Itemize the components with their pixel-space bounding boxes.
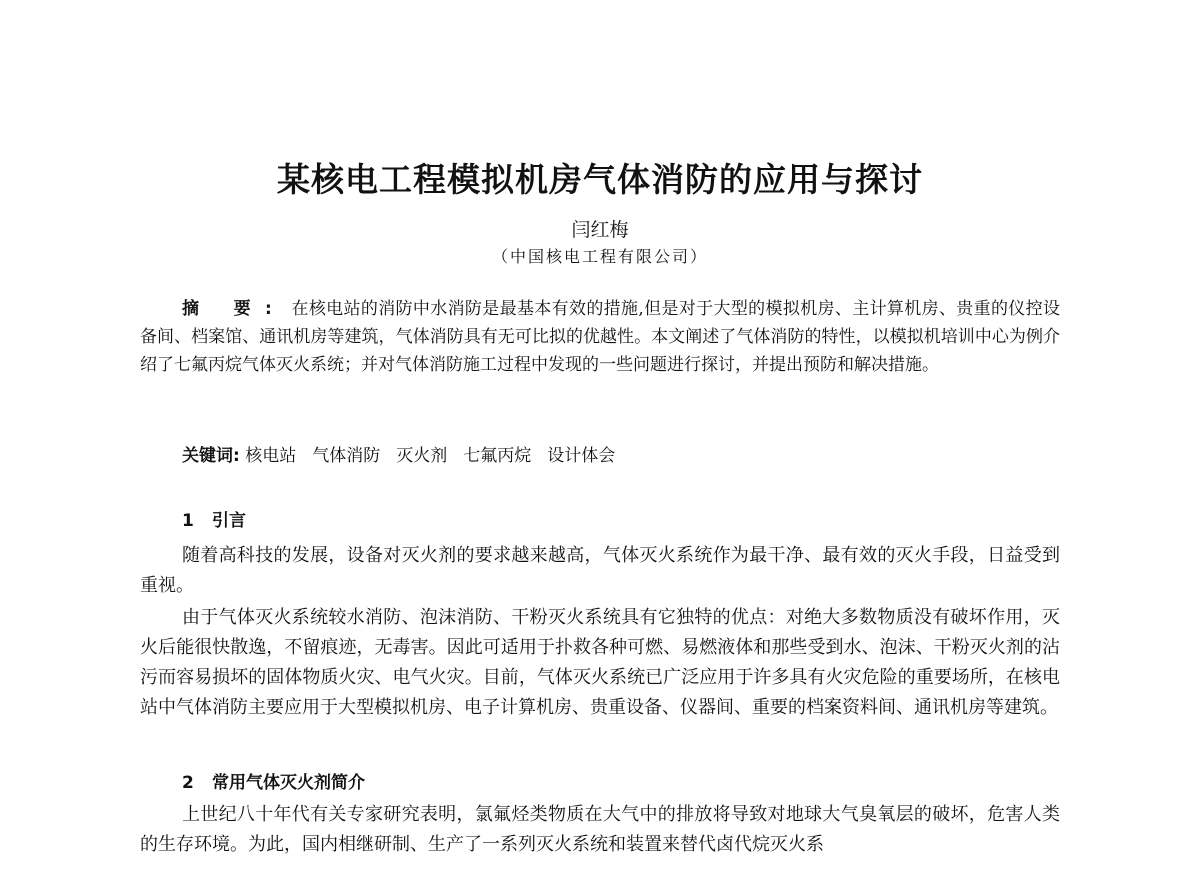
- keyword: 灭火剂: [396, 446, 448, 466]
- section-heading-agents: [182, 769, 365, 797]
- abstract-text: 在核电站的消防中水消防是最基本有效的措施,但是对于大型的模拟机房、主计算机房、贵重的仪控设备间、档案馆、通讯机房等建筑，气体消防具有无可比拟的优越性。本文阐述了气体消防的特性，以模拟机培训中心为例介绍了七氟丙烷气体灭火系统；并对气体消防施工过程中发现的一些问题进行探讨，并提出预防和解决措施。: [140, 299, 1060, 375]
- section-number: 1: [182, 511, 194, 531]
- body-paragraph: 上世纪八十年代有关专家研究表明，氯氟烃类物质在大气中的排放将导致对地球大气臭氧层的破坏，危害人类的生存环境。为此，国内相继研制、生产了一系列灭火系统和装置来替代卤代烷灭火系: [140, 804, 1060, 855]
- author-affiliation: （中国核电工程有限公司）: [491, 247, 708, 266]
- keyword: 设计体会: [547, 446, 616, 466]
- body-paragraph: 随着高科技的发展，设备对灭火剂的要求越来越高，气体灭火系统作为最干净、最有效的灭火手段，日益受到重视。: [140, 545, 1060, 596]
- keywords-label: 关键词:: [182, 446, 240, 466]
- body-paragraph: 由于气体灭火系统较水消防、泡沫消防、干粉灭火系统具有它独特的优点：对绝大多数物质没有破坏作用，灭火后能很快散逸，不留痕迹，无毒害。因此可适用于扑救各种可燃、易燃液体和那些受到水、泡沫、干粉灭火剂的沾污而容易损坏的固体物质火灾、电气火灾。目前，气体灭火系统已广泛应用于许多具有火灾危险的重要场所，在核电站中气体消防主要应用于大型模拟机房、电子计算机房、贵重设备、仪器间、重要的档案资料间、通讯机房等建筑。: [140, 607, 1060, 718]
- abstract-label: 摘 要:: [182, 299, 286, 319]
- section-title: 引言: [212, 511, 246, 531]
- author-name: 闫红梅: [571, 219, 629, 241]
- keyword: 七氟丙烷: [463, 446, 532, 466]
- section-title: 常用气体灭火剂简介: [212, 773, 365, 793]
- keywords: [182, 442, 631, 470]
- abstract: [140, 295, 1060, 379]
- section-heading-introduction: [182, 507, 246, 535]
- section-number: 2: [182, 773, 194, 793]
- paper-title: 某核电工程模拟机房气体消防的应用与探讨: [277, 160, 923, 199]
- keyword: 气体消防: [312, 446, 381, 466]
- keyword: 核电站: [245, 446, 297, 466]
